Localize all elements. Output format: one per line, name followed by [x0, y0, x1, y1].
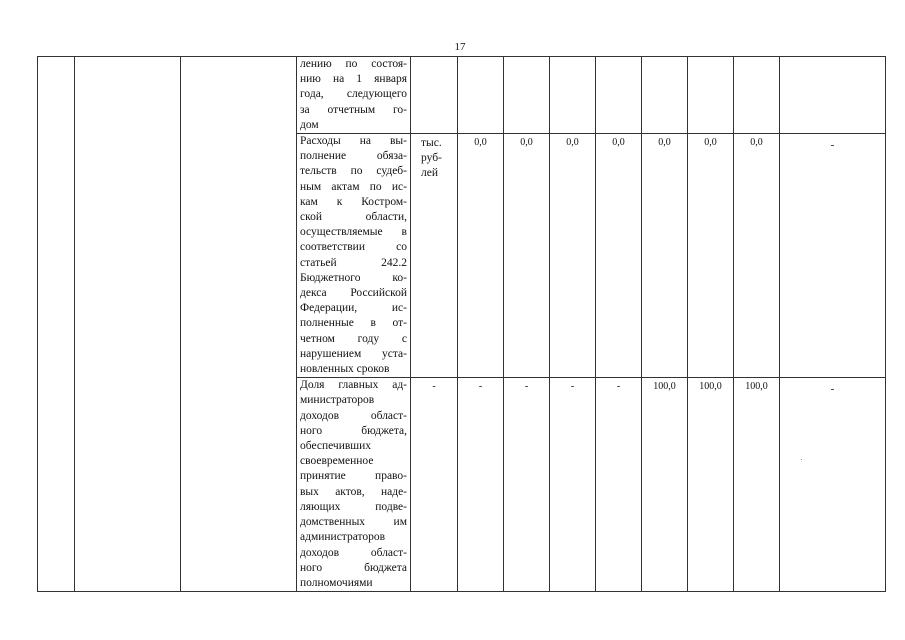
value-cell: 0,0: [550, 134, 596, 378]
number-cell: [38, 57, 75, 592]
value-cell: 100,0: [642, 378, 688, 592]
value-cell: 100,0: [734, 378, 780, 592]
value-cell: [596, 57, 642, 134]
value-cell: -: [458, 378, 504, 592]
note-cell: -: [780, 134, 886, 378]
unit-cell: -: [411, 378, 458, 592]
value-cell: -: [596, 378, 642, 592]
indicator-table: [37, 56, 886, 592]
unit-cell: [411, 57, 458, 134]
value-cell: -: [504, 378, 550, 592]
value-cell: 0,0: [734, 134, 780, 378]
value-cell: [550, 57, 596, 134]
value-cell: 0,0: [504, 134, 550, 378]
scan-speck: [801, 459, 802, 460]
value-cell: [642, 57, 688, 134]
value-cell: 100,0: [688, 378, 734, 592]
goal-cell: [75, 57, 181, 592]
indicator-description: Расходы на вы- полнение обяза- тельств по судеб- ным актам по ис- кам к Костром- ской области, осуществляемые в соответствии со статьей 242.2 Бюджетного ко- декса Российской Федерации, ис- полненные в от- четном году с нарушением уста- новленных сроков: [297, 134, 411, 378]
value-cell: [504, 57, 550, 134]
note-cell: [780, 57, 886, 134]
value-cell: 0,0: [688, 134, 734, 378]
value-cell: [458, 57, 504, 134]
value-cell: [734, 57, 780, 134]
indicator-description: Доля главных ад- министраторов доходов област- ного бюджета, обеспечивших своевременное принятие право- вых актов, наде- ляющих подве- домственных им администраторов доходов област- ного бюджета полномочиями: [297, 378, 411, 592]
note-cell: -: [780, 378, 886, 592]
unit-cell: тыс. руб- лей: [411, 134, 458, 378]
value-cell: 0,0: [642, 134, 688, 378]
indicator-description: лению по состоя- нию на 1 января года, следующего за отчетным го- дом: [297, 57, 411, 134]
value-cell: 0,0: [596, 134, 642, 378]
task-cell: [181, 57, 297, 592]
value-cell: [688, 57, 734, 134]
page-number: 17: [454, 41, 466, 53]
value-cell: 0,0: [458, 134, 504, 378]
value-cell: -: [550, 378, 596, 592]
table-row: [38, 57, 886, 134]
